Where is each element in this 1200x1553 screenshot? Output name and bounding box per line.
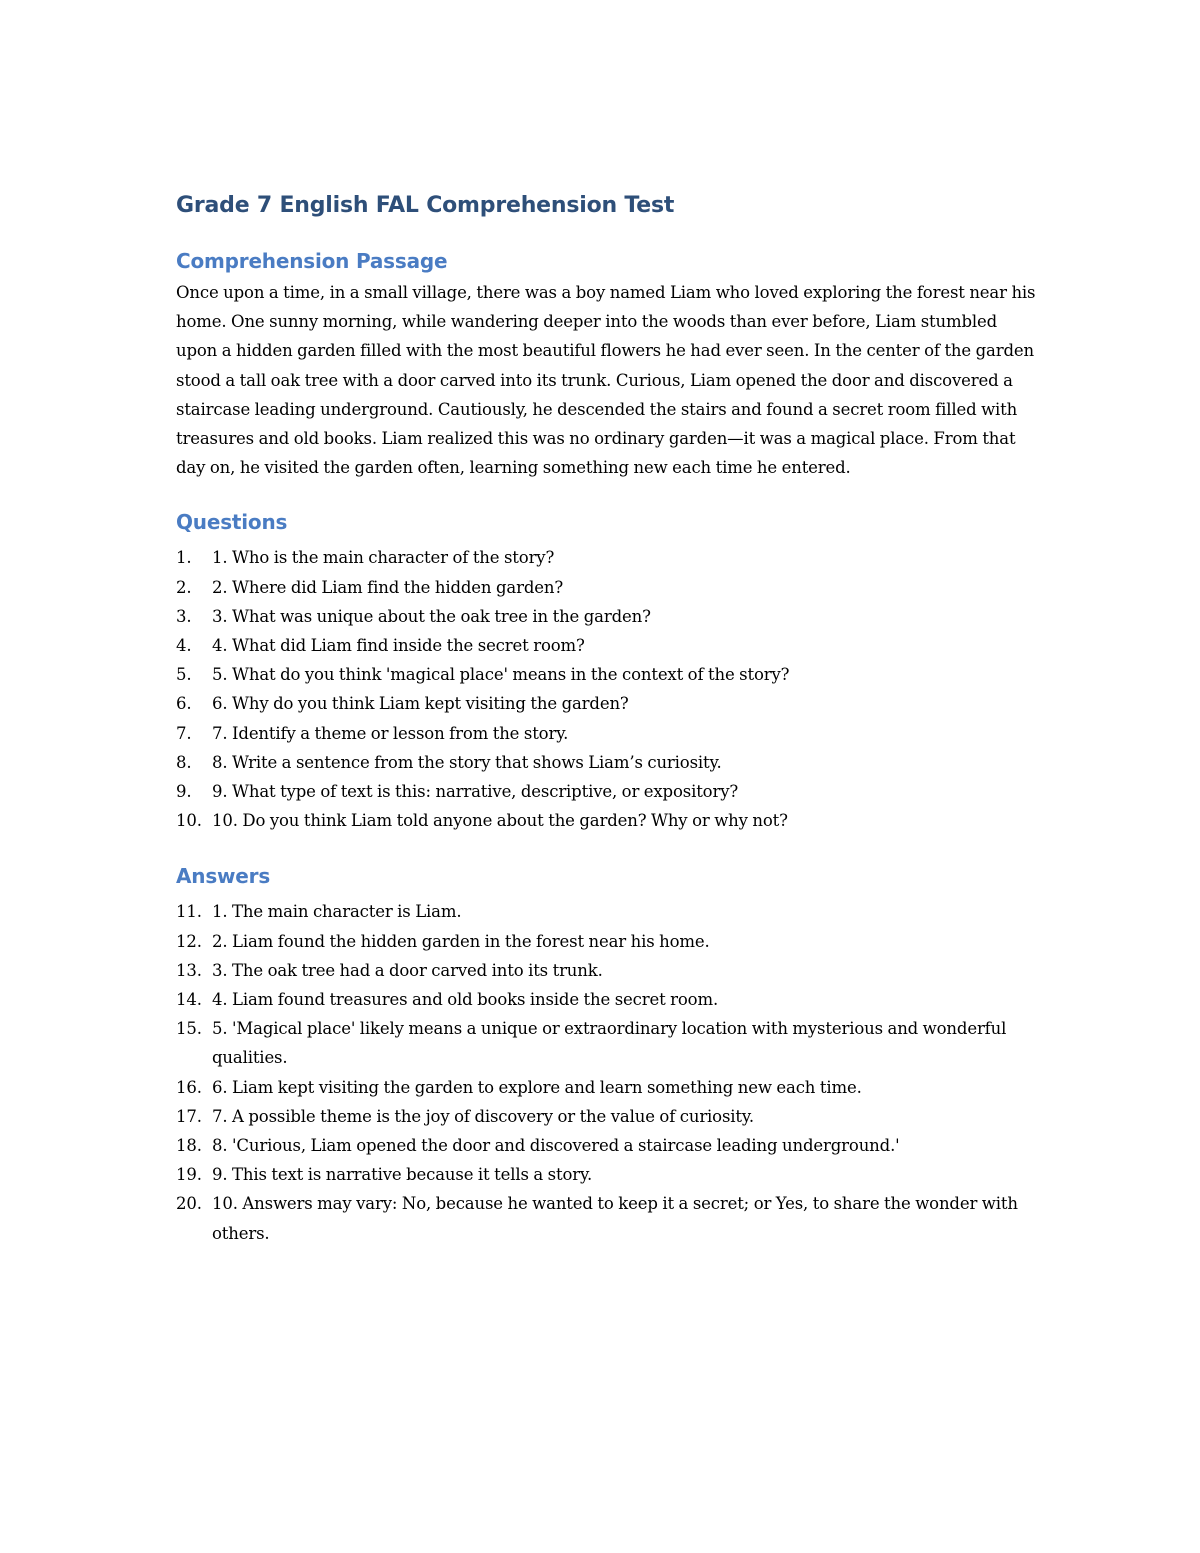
answer-text: 5. 'Magical place' likely means a unique or extraordinary location with mysterious and wonderful qualities. — [212, 1019, 1007, 1068]
answer-item — [176, 1014, 1036, 1072]
answer-number: 17. — [176, 1106, 202, 1126]
document-title: Grade 7 English FAL Comprehension Test — [176, 193, 675, 218]
answer-text: 2. Liam found the hidden garden in the forest near his home. — [212, 931, 710, 951]
question-text: 3. What was unique about the oak tree in the garden? — [212, 606, 651, 626]
question-text: 4. What did Liam find inside the secret room? — [212, 636, 585, 656]
question-number: 3. — [176, 606, 192, 626]
answer-number: 14. — [176, 990, 202, 1010]
questions-list — [176, 543, 1036, 835]
answer-text: 10. Answers may vary: No, because he wanted to keep it a secret; or Yes, to share the wonder with others. — [212, 1194, 1018, 1243]
question-text: 10. Do you think Liam told anyone about the garden? Why or why not? — [212, 811, 788, 831]
document-page — [176, 188, 1036, 1248]
question-item — [176, 719, 1036, 748]
answer-item — [176, 1131, 1036, 1160]
answer-item — [176, 897, 1036, 926]
answers-list — [176, 897, 1036, 1247]
question-item — [176, 660, 1036, 689]
answer-number: 16. — [176, 1077, 202, 1097]
answer-text: 3. The oak tree had a door carved into its trunk. — [212, 960, 603, 980]
answer-item — [176, 985, 1036, 1014]
question-item — [176, 689, 1036, 718]
answer-item — [176, 956, 1036, 985]
passage-heading: Comprehension Passage — [176, 249, 448, 273]
question-number: 10. — [176, 811, 202, 831]
question-text: 6. Why do you think Liam kept visiting the garden? — [212, 694, 629, 714]
question-item — [176, 543, 1036, 572]
question-number: 2. — [176, 577, 192, 597]
question-item — [176, 631, 1036, 660]
question-number: 9. — [176, 782, 192, 802]
question-item — [176, 806, 1036, 835]
question-text: 8. Write a sentence from the story that shows Liam’s curiosity. — [212, 752, 722, 772]
answer-text: 9. This text is narrative because it tells a story. — [212, 1165, 593, 1185]
answer-number: 13. — [176, 960, 202, 980]
question-number: 4. — [176, 636, 192, 656]
answer-text: 4. Liam found treasures and old books inside the secret room. — [212, 990, 719, 1010]
question-number: 6. — [176, 694, 192, 714]
answer-number: 12. — [176, 931, 202, 951]
answer-number: 15. — [176, 1019, 202, 1039]
answer-item — [176, 1189, 1036, 1247]
question-number: 7. — [176, 723, 192, 743]
question-text: 2. Where did Liam find the hidden garden? — [212, 577, 564, 597]
question-item — [176, 602, 1036, 631]
answer-item — [176, 1073, 1036, 1102]
answer-item — [176, 1160, 1036, 1189]
answer-number: 20. — [176, 1194, 202, 1214]
question-number: 8. — [176, 752, 192, 772]
answer-text: 1. The main character is Liam. — [212, 902, 462, 922]
question-text: 9. What type of text is this: narrative, descriptive, or expository? — [212, 782, 739, 802]
passage-text: Once upon a time, in a small village, there was a boy named Liam who loved exploring the forest near his home. One sunny morning, while wandering deeper into the woods than ever before, Liam stumbled upon a hidden garden filled with the most beautiful flowers he had ever seen. In the center of the garden stood a tall oak tree with a door carved into its trunk. Curious, Liam opened the door and discovered a staircase leading underground. Cautiously, he descended the stairs and found a secret room filled with treasures and old books. Liam realized this was no ordinary garden—it was a magical place. From that day on, he visited the garden often, learning something new each time he entered. — [176, 283, 1036, 478]
question-item — [176, 573, 1036, 602]
question-text: 5. What do you think 'magical place' means in the context of the story? — [212, 665, 790, 685]
question-item — [176, 777, 1036, 806]
question-number: 1. — [176, 548, 192, 568]
question-item — [176, 748, 1036, 777]
answer-text: 7. A possible theme is the joy of discovery or the value of curiosity. — [212, 1106, 754, 1126]
question-text: 7. Identify a theme or lesson from the story. — [212, 723, 569, 743]
answer-number: 11. — [176, 902, 202, 922]
answer-item — [176, 927, 1036, 956]
answer-number: 19. — [176, 1165, 202, 1185]
question-text: 1. Who is the main character of the story? — [212, 548, 555, 568]
answer-text: 6. Liam kept visiting the garden to explore and learn something new each time. — [212, 1077, 862, 1097]
answer-number: 18. — [176, 1136, 202, 1156]
answers-heading: Answers — [176, 864, 271, 889]
question-number: 5. — [176, 665, 192, 685]
answer-text: 8. 'Curious, Liam opened the door and discovered a staircase leading underground.' — [212, 1136, 900, 1156]
questions-heading: Questions — [176, 510, 288, 535]
answer-item — [176, 1102, 1036, 1131]
